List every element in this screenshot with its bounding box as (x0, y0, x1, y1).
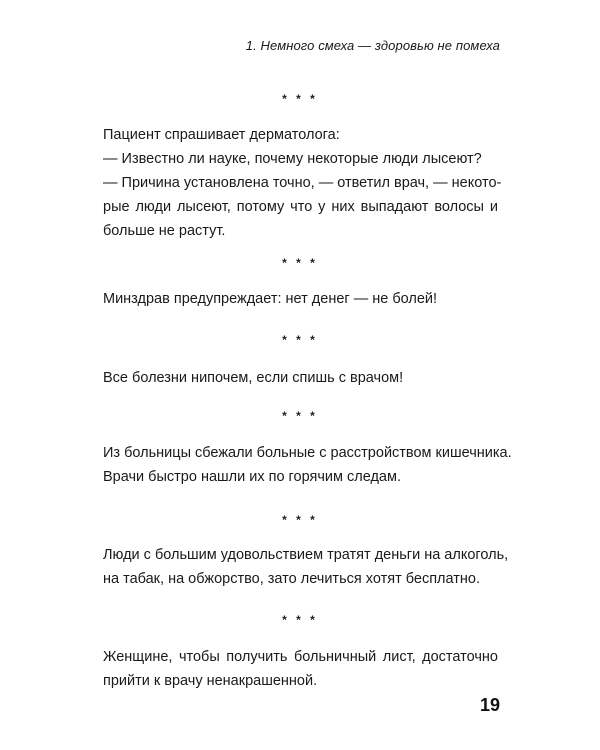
joke-dermatologist (103, 123, 502, 243)
separator: * * * (282, 613, 318, 627)
joke-line: Пациент спрашивает дерматолога: (103, 127, 340, 143)
separator: * * * (282, 409, 318, 423)
joke-line: Все болезни нипочем, если спишь с врачом! (103, 370, 404, 386)
joke-line: Женщине, чтобы получить больничный лист, достаточно (103, 649, 498, 665)
joke-diseases (103, 366, 498, 390)
joke-line: — Причина установлена точно, — ответил врач, — некото- (103, 175, 502, 191)
running-header: 1. Немного смеха — здоровью не помеха (245, 38, 500, 53)
separator: * * * (282, 256, 318, 270)
joke-line: на табак, на обжорство, зато лечиться хотят бесплатно. (103, 571, 481, 587)
separator: * * * (282, 92, 318, 106)
joke-line: рые люди лысеют, потому что у них выпадают волосы и (103, 199, 498, 215)
joke-line: прийти к врачу ненакрашенной. (103, 673, 318, 689)
joke-sick-leave (103, 645, 498, 693)
joke-line: Из больницы сбежали больные с расстройством кишечника. (103, 445, 512, 461)
joke-line: больше не растут. (103, 223, 226, 239)
joke-hospital-escape (103, 441, 512, 489)
joke-line: Врачи быстро нашли их по горячим следам. (103, 469, 401, 485)
joke-line: Минздрав предупреждает: нет денег — не болей! (103, 291, 438, 307)
page-number: 19 (479, 695, 500, 715)
joke-free-treatment (103, 543, 509, 591)
separator: * * * (282, 513, 318, 527)
joke-ministry (103, 287, 498, 311)
separator: * * * (282, 333, 318, 347)
joke-line: — Известно ли науке, почему некоторые люди лысеют? (103, 151, 482, 167)
joke-line: Люди с большим удовольствием тратят деньги на алкоголь, (103, 547, 509, 563)
